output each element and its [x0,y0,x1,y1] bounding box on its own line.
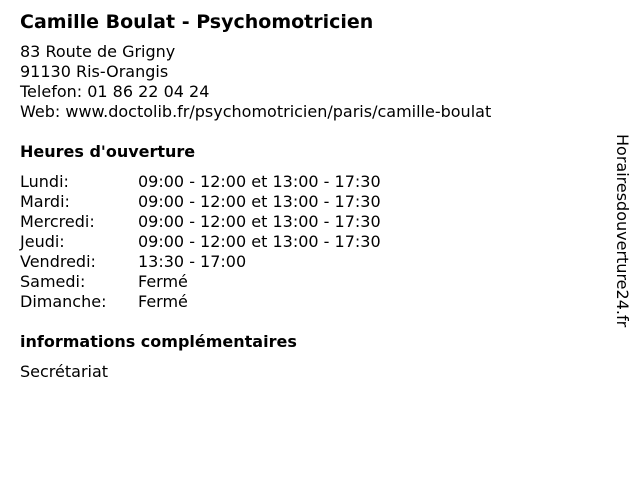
address-line-2: 91130 Ris-Orangis [20,62,169,81]
hours-row-saturday [20,272,600,292]
time-value: 09:00 - 12:00 et 13:00 - 17:30 [138,172,381,191]
day-label: Vendredi: [20,252,96,271]
hours-row-friday [20,252,600,272]
business-title: Camille Boulat - Psychomotricien [20,11,374,33]
day-label: Lundi: [20,172,69,191]
hours-row-monday [20,172,600,192]
day-label: Samedi: [20,272,86,291]
additional-info-text: Secrétariat [20,362,109,381]
hours-row-tuesday [20,192,600,212]
day-label: Mercredi: [20,212,95,231]
time-value: 09:00 - 12:00 et 13:00 - 17:30 [138,212,381,231]
phone-line: Telefon: 01 86 22 04 24 [20,82,210,101]
time-value: Fermé [138,292,188,311]
day-label: Jeudi: [20,232,65,251]
additional-info-heading: informations complémentaires [20,332,297,351]
website-line: Web: www.doctolib.fr/psychomotricien/paris/camille-boulat [20,102,492,121]
day-label: Dimanche: [20,292,107,311]
hours-row-thursday [20,232,600,252]
site-watermark: Horairesdouverture24.fr [613,134,632,328]
hours-row-sunday [20,292,600,312]
opening-hours-heading: Heures d'ouverture [20,142,196,161]
day-label: Mardi: [20,192,70,211]
address-line-1: 83 Route de Grigny [20,42,176,61]
hours-row-wednesday [20,212,600,232]
time-value: Fermé [138,272,188,291]
business-card [20,10,600,382]
watermark-container [612,134,632,384]
time-value: 09:00 - 12:00 et 13:00 - 17:30 [138,232,381,251]
time-value: 09:00 - 12:00 et 13:00 - 17:30 [138,192,381,211]
time-value: 13:30 - 17:00 [138,252,247,271]
